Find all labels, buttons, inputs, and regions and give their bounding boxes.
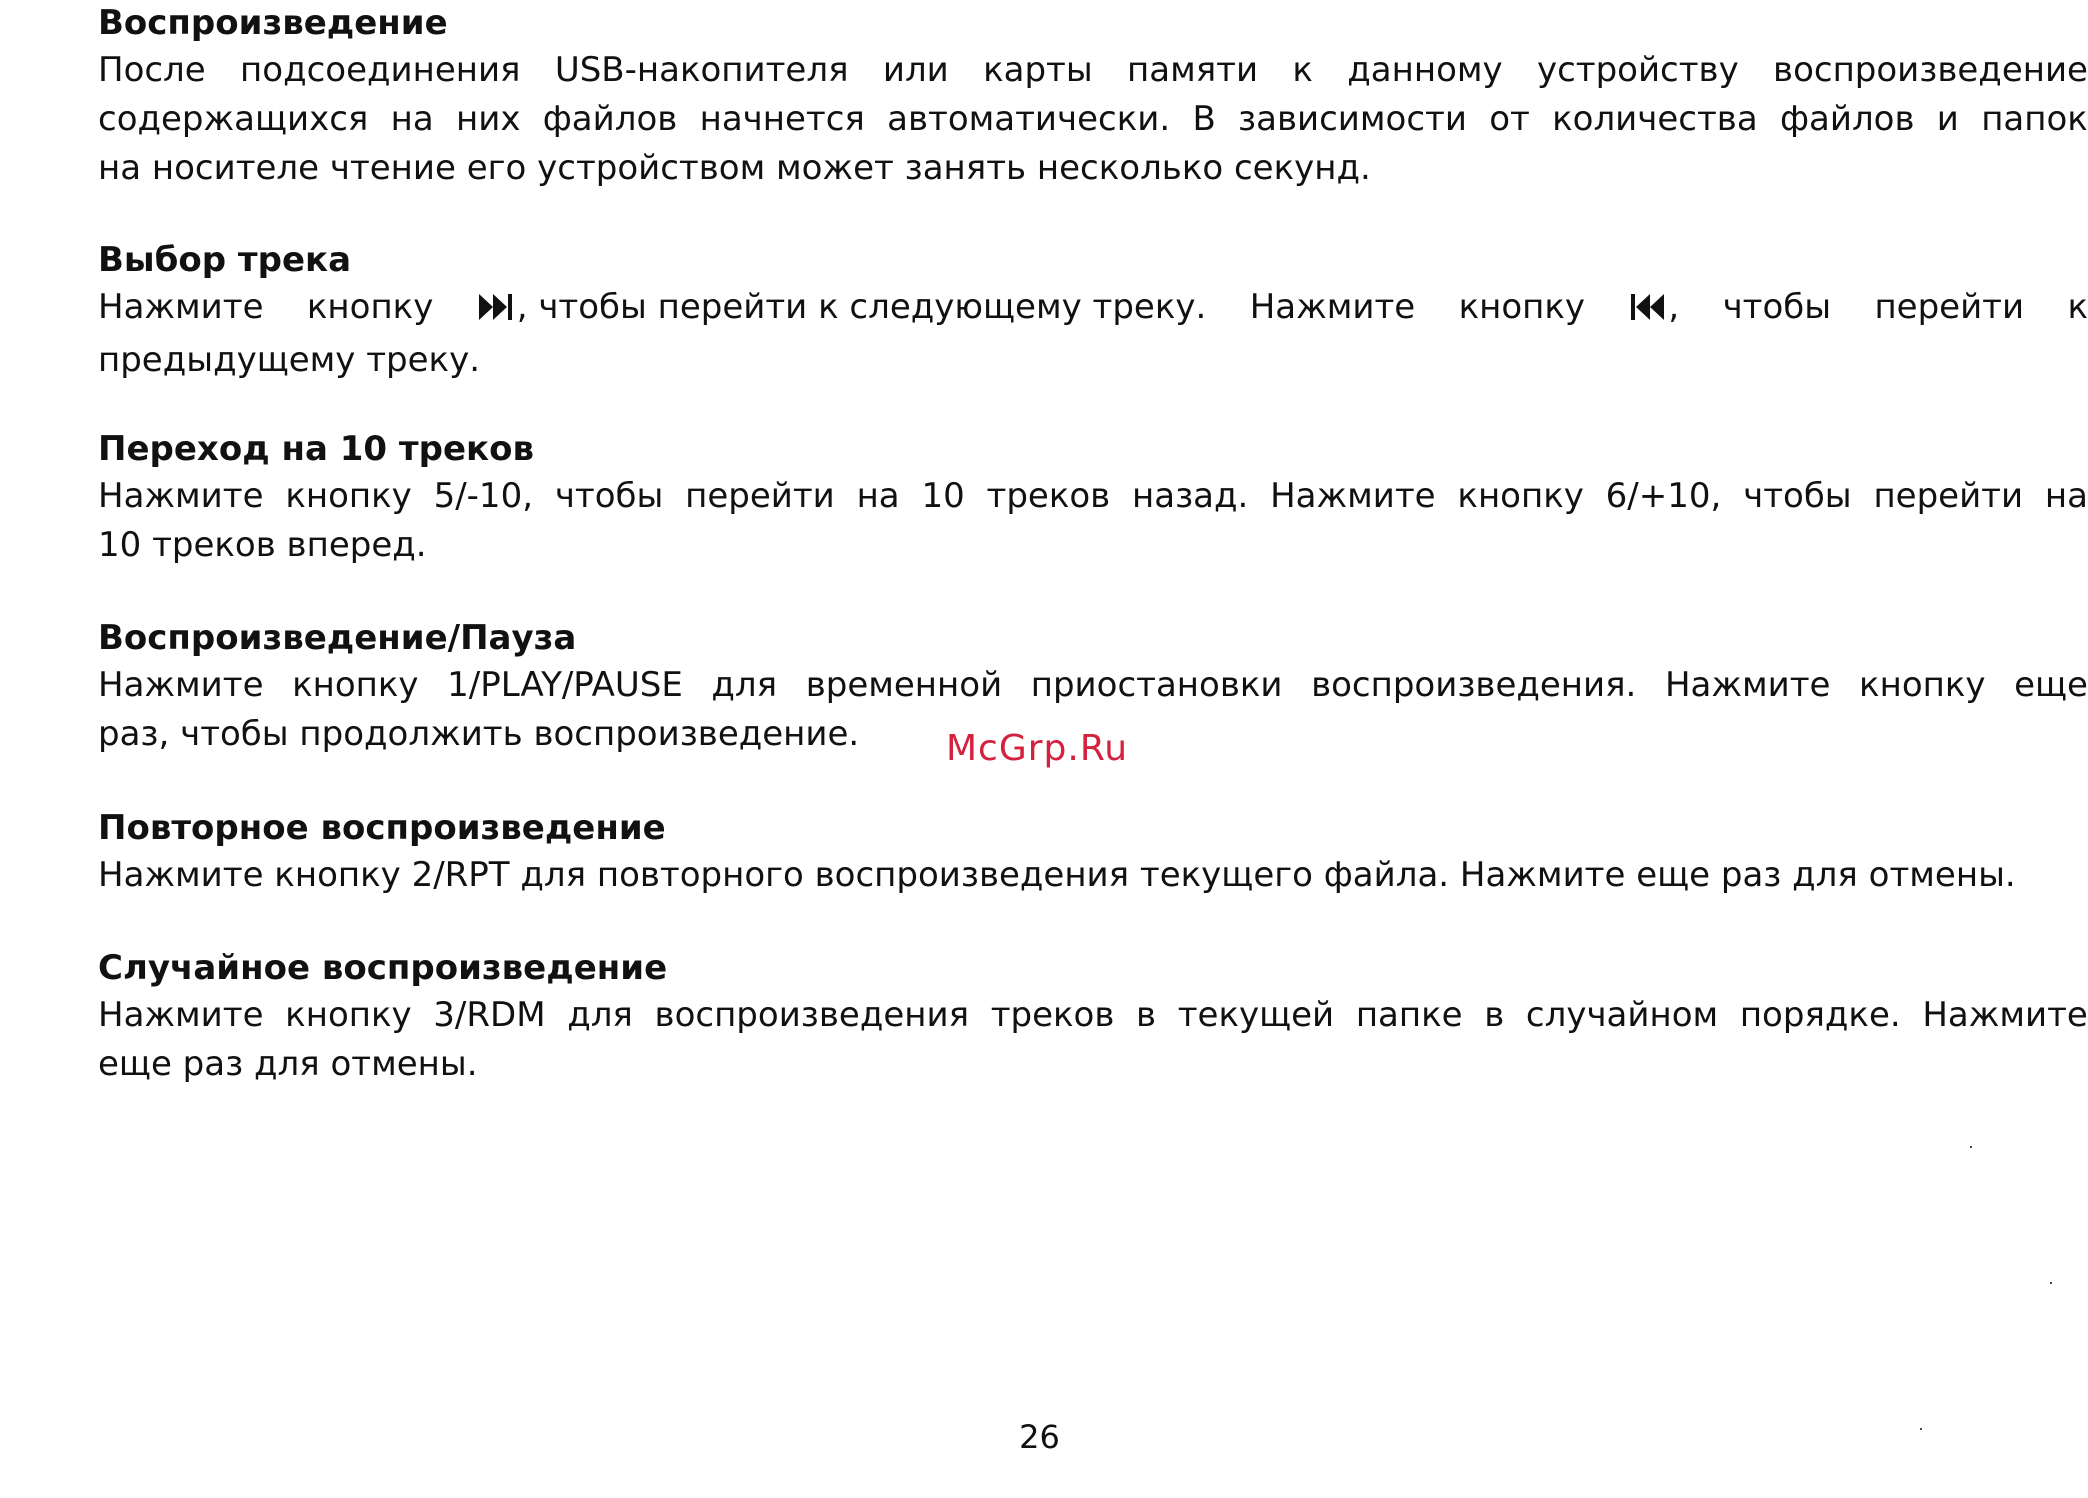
word: зависимости <box>1238 99 1467 139</box>
justified-line <box>98 472 2088 521</box>
scan-speck <box>2050 1282 2052 1284</box>
paragraph-line: еще раз для отмены. <box>98 1044 478 1084</box>
word: и <box>1936 99 1959 139</box>
scan-speck <box>1920 1428 1922 1430</box>
word: треков <box>990 995 1115 1035</box>
word: на <box>856 476 900 516</box>
word: перейти <box>685 476 835 516</box>
word: данному <box>1347 50 1503 90</box>
word: перейти <box>1873 476 2024 516</box>
word: 3/RDM <box>433 995 546 1035</box>
word: 5/-10, <box>433 476 534 516</box>
word: кнопку <box>285 995 412 1035</box>
word: чтобы <box>554 476 664 516</box>
word: Нажмите <box>1922 995 2088 1035</box>
section-playback <box>98 0 2088 193</box>
word: 6/+10, <box>1605 476 1722 516</box>
word: кнопку <box>285 476 412 516</box>
word: случайном <box>1525 995 1719 1035</box>
word: кнопку <box>292 665 419 705</box>
section-track-select <box>98 237 2088 385</box>
text-fragment: , чтобы перейти к следующему треку. <box>516 287 1207 327</box>
word: назад. <box>1132 476 1249 516</box>
section-repeat <box>98 805 2088 900</box>
paragraph-line: 10 треков вперед. <box>98 525 427 565</box>
word: них <box>456 99 521 139</box>
word: Нажмите <box>98 287 264 327</box>
word: устройству <box>1536 50 1739 90</box>
section-heading: Выбор трека <box>98 240 352 280</box>
word: USB-накопителя <box>554 50 849 90</box>
word: папке <box>1355 995 1463 1035</box>
word: временной <box>805 665 1003 705</box>
word: от <box>1489 99 1530 139</box>
word: подсоединения <box>240 50 521 90</box>
word: для <box>567 995 633 1035</box>
word: на <box>2044 476 2088 516</box>
word: папок <box>1981 99 2088 139</box>
word: текущей <box>1177 995 1335 1035</box>
word: в <box>1484 995 1505 1035</box>
word: к <box>2067 287 2088 327</box>
word: перейти <box>1874 287 2025 327</box>
justified-line <box>98 283 2088 336</box>
word: чтобы <box>1743 476 1852 516</box>
previous-track-icon <box>1628 287 1668 336</box>
word: кнопку <box>1457 476 1584 516</box>
word: к <box>1292 50 1313 90</box>
word: для <box>711 665 778 705</box>
justified-line <box>98 661 2088 710</box>
word: В <box>1192 99 1216 139</box>
next-track-icon <box>477 287 517 336</box>
word: Нажмите <box>98 665 264 705</box>
word: Нажмите <box>1270 476 1436 516</box>
word: порядке. <box>1739 995 1901 1035</box>
word: приостановки <box>1030 665 1283 705</box>
word: воспроизведения <box>654 995 970 1035</box>
word: чтобы <box>1722 287 1832 327</box>
section-heading: Воспроизведение/Пауза <box>98 618 577 658</box>
word: воспроизведение <box>1773 50 2088 90</box>
word-group <box>1628 283 1679 336</box>
word: 10 <box>921 476 965 516</box>
justified-line <box>98 46 2088 95</box>
word: файлов <box>542 99 678 139</box>
word: Нажмите <box>98 476 264 516</box>
paragraph-line: предыдущему треку. <box>98 340 481 380</box>
word: 1/PLAY/PAUSE <box>447 665 683 705</box>
word: автоматически. <box>887 99 1171 139</box>
paragraph-line: раз, чтобы продолжить воспроизведение. <box>98 714 860 754</box>
scan-speck <box>1970 1146 1972 1148</box>
word: памяти <box>1127 50 1259 90</box>
paragraph-line: Нажмите кнопку 2/RPT для повторного воспроизведения текущего файла. Нажмите еще раз для отмены. <box>98 855 2016 895</box>
section-heading: Воспроизведение <box>98 3 448 43</box>
word: содержащихся <box>98 99 369 139</box>
word: Нажмите <box>1664 665 1831 705</box>
word: в <box>1136 995 1157 1035</box>
word: кнопку <box>306 287 434 327</box>
word: на <box>390 99 434 139</box>
word: карты <box>983 50 1093 90</box>
word: воспроизведения. <box>1311 665 1637 705</box>
word: После <box>98 50 206 90</box>
section-skip-10 <box>98 426 2088 570</box>
section-heading: Случайное воспроизведение <box>98 948 668 988</box>
watermark: McGrp.Ru <box>946 728 1129 769</box>
word: или <box>882 50 949 90</box>
word-group <box>477 283 1207 336</box>
section-heading: Переход на 10 треков <box>98 429 534 469</box>
word: начнется <box>699 99 865 139</box>
word: кнопку <box>1458 287 1586 327</box>
section-heading: Повторное воспроизведение <box>98 808 666 848</box>
text-fragment: , <box>1668 287 1680 327</box>
justified-line <box>98 991 2088 1040</box>
word: количества <box>1552 99 1758 139</box>
word: Нажмите <box>1249 287 1416 327</box>
section-random <box>98 945 2088 1089</box>
word: файлов <box>1779 99 1915 139</box>
paragraph-line: на носителе чтение его устройством может занять несколько секунд. <box>98 148 1371 188</box>
page-number: 26 <box>1019 1418 1060 1456</box>
word: еще <box>2014 665 2088 705</box>
word: треков <box>986 476 1111 516</box>
word: Нажмите <box>98 995 264 1035</box>
justified-line <box>98 95 2088 144</box>
word: кнопку <box>1859 665 1986 705</box>
